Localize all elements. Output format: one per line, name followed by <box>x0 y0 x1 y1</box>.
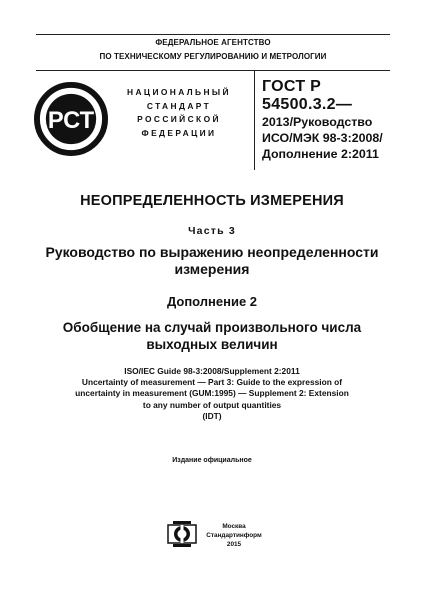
nation-line-4: ФЕДЕРАЦИИ <box>141 127 217 138</box>
national-standard-label <box>112 86 246 140</box>
designation-divider <box>254 70 255 170</box>
designation-line-4: ИСО/МЭК 98-3:2008/ <box>262 131 383 145</box>
document-supplement: Дополнение 2 <box>166 294 258 309</box>
nation-line-3: РОССИЙСКОЙ <box>137 114 221 124</box>
generalization-line-2: выходных величин <box>146 337 278 352</box>
subtitle-line-1: Руководство по выражению неопределенности <box>45 244 379 260</box>
document-main-title: НЕОПРЕДЕЛЕННОСТЬ ИЗМЕРЕНИЯ <box>80 193 344 209</box>
agency-line-1: ФЕДЕРАЛЬНОЕ АГЕНТСТВО <box>155 38 271 47</box>
designation-line-2: 54500.3.2— <box>262 96 353 113</box>
iso-line-3: uncertainty in measurement (GUM:1995) — Supplement 2: Extension <box>75 388 349 399</box>
rst-conformity-emblem <box>34 82 108 156</box>
header-bottom-rule <box>36 70 390 71</box>
standard-designation <box>262 78 412 162</box>
iso-line-1: ISO/IEC Guide 98-3:2008/Supplement 2:2011 <box>124 366 300 376</box>
designation-line-1: ГОСТ Р <box>262 78 322 95</box>
iso-reference <box>20 366 404 422</box>
edition-label: Издание официальное <box>172 457 252 464</box>
publisher-block <box>196 522 272 549</box>
agency-header <box>36 34 390 64</box>
emblem-letters: РСТ <box>47 107 95 134</box>
document-part: Часть 3 <box>188 225 236 237</box>
document-generalization-title <box>20 319 404 353</box>
agency-line-2: ПО ТЕХНИЧЕСКОМУ РЕГУЛИРОВАНИЮ И МЕТРОЛОГИИ <box>99 52 327 61</box>
publisher-year: 2015 <box>226 541 242 548</box>
designation-line-3: 2013/Руководство <box>262 115 373 129</box>
designation-line-5: Дополнение 2:2011 <box>262 147 379 161</box>
publisher-logo-icon <box>167 520 197 548</box>
publisher-city: Москва <box>222 523 246 530</box>
nation-line-1: НАЦИОНАЛЬНЫЙ <box>127 87 231 97</box>
iso-line-4: to any number of output quantities <box>142 399 282 410</box>
iso-line-2: Uncertainty of measurement — Part 3: Guide to the expression of <box>81 377 343 388</box>
generalization-line-1: Обобщение на случай произвольного числа <box>62 320 362 335</box>
nation-line-2: СТАНДАРТ <box>146 100 212 111</box>
subtitle-line-2: измерения <box>174 261 250 277</box>
publisher-name: Стандартинформ <box>206 532 262 539</box>
iso-line-5: (IDT) <box>202 410 222 421</box>
document-subtitle <box>20 244 404 278</box>
